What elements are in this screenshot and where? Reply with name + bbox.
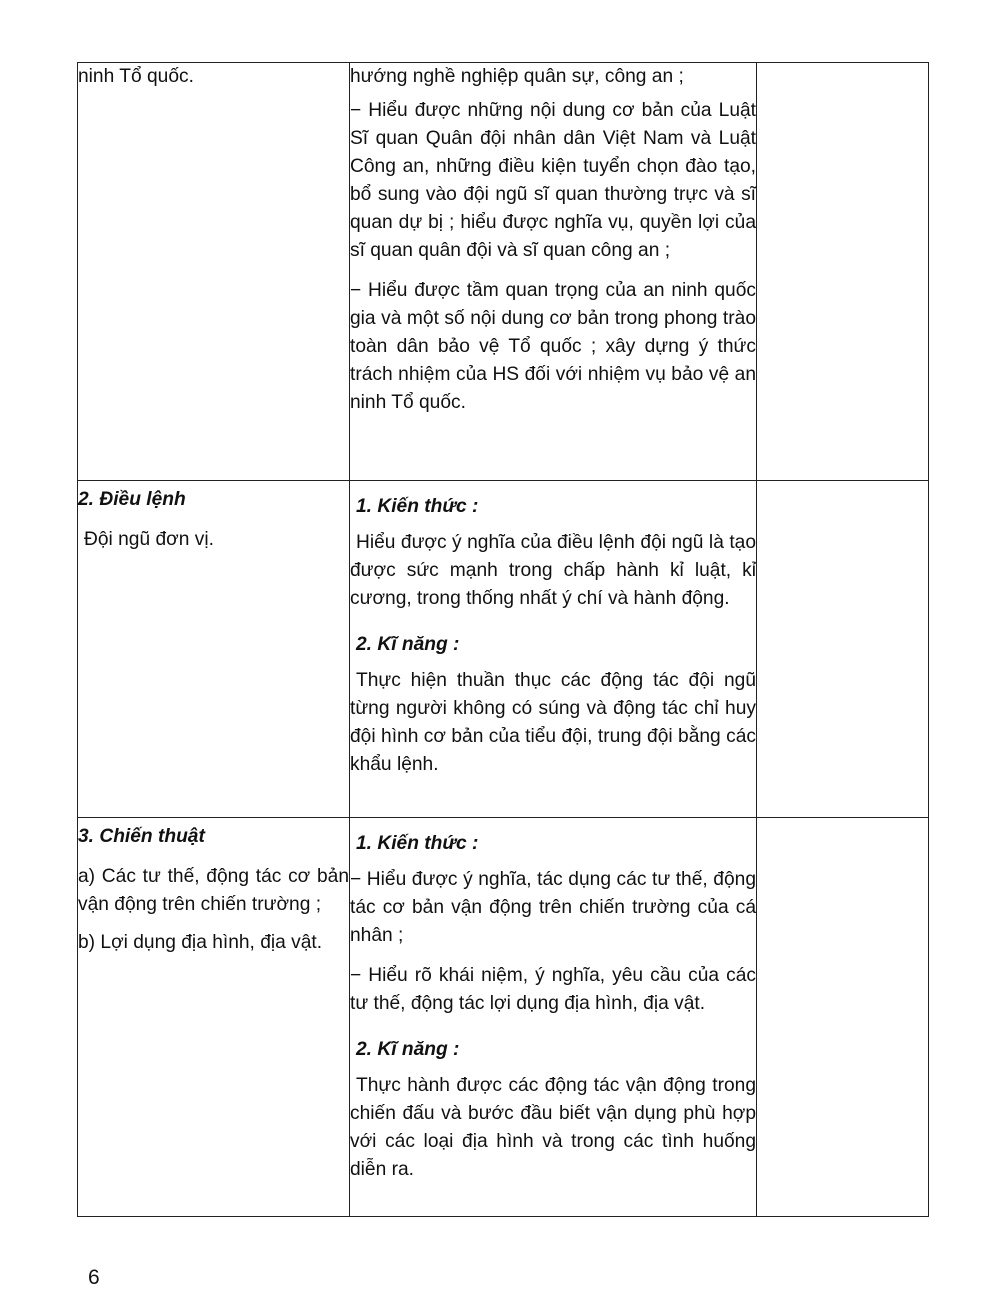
skills-heading: 2. Kĩ năng : (356, 1039, 460, 1060)
topic-item: b) Lợi dụng địa hình, địa vật. (78, 932, 323, 953)
table-row (78, 818, 929, 1217)
knowledge-text: − Hiểu rõ khái niệm, ý nghĩa, yêu cầu của các tư thế, động tác lợi dụng địa hình, địa vật. (350, 965, 756, 1014)
topic-heading: 3. Chiến thuật (78, 826, 205, 847)
topic-cell (78, 818, 350, 1217)
objective-text: − Hiểu được tầm quan trọng của an ninh quốc gia và một số nội dung cơ bản trong phong trào toàn dân bảo vệ Tổ quốc ; xây dựng ý thức trách nhiệm của HS đối với nhiệm vụ bảo vệ an ninh Tổ quốc. (350, 280, 756, 413)
objectives-cell (350, 63, 757, 481)
curriculum-table (77, 62, 929, 1217)
skills-text: Thực hiện thuần thục các động tác đội ngũ từng người không có súng và động tác chỉ huy đội hình cơ bản của tiểu đội, trung đội bằng các khẩu lệnh. (350, 670, 756, 775)
knowledge-heading: 1. Kiến thức : (356, 496, 479, 517)
topic-heading: 2. Điều lệnh (78, 489, 186, 510)
objective-text: − Hiểu được những nội dung cơ bản của Luật Sĩ quan Quân đội nhân dân Việt Nam và Luật Công an, những điều kiện tuyển chọn đào tạo, bổ sung vào đội ngũ sĩ quan thường trực và sĩ quan dự bị ; hiểu được nghĩa vụ, quyền lợi của sĩ quan quân đội và sĩ quan công an ; (350, 100, 756, 261)
notes-cell (757, 481, 929, 818)
knowledge-text: Hiểu được ý nghĩa của điều lệnh đội ngũ là tạo được sức mạnh trong chấp hành kỉ luật, kỉ cương, trong thống nhất ý chí và hành động. (350, 532, 756, 609)
notes-cell (757, 818, 929, 1217)
table-row (78, 63, 929, 481)
table-row (78, 481, 929, 818)
topic-text: Đội ngũ đơn vị. (84, 529, 214, 550)
skills-text: Thực hành được các động tác vận động trong chiến đấu và bước đầu biết vận dụng phù hợp với các loại địa hình và trong các tình huống diễn ra. (350, 1075, 756, 1180)
knowledge-text: − Hiểu được ý nghĩa, tác dụng các tư thế, động tác cơ bản vận động trên chiến trường của cá nhân ; (350, 869, 756, 946)
objectives-cell (350, 818, 757, 1217)
objective-text: hướng nghề nghiệp quân sự, công an ; (350, 66, 684, 87)
topic-text: ninh Tổ quốc. (78, 66, 194, 87)
topic-cell (78, 63, 350, 481)
topic-item: a) Các tư thế, động tác cơ bản vận động trên chiến trường ; (78, 866, 349, 915)
objectives-cell (350, 481, 757, 818)
skills-heading: 2. Kĩ năng : (356, 634, 460, 655)
topic-cell (78, 481, 350, 818)
knowledge-heading: 1. Kiến thức : (356, 833, 479, 854)
notes-cell (757, 63, 929, 481)
page-number: 6 (88, 1266, 100, 1289)
